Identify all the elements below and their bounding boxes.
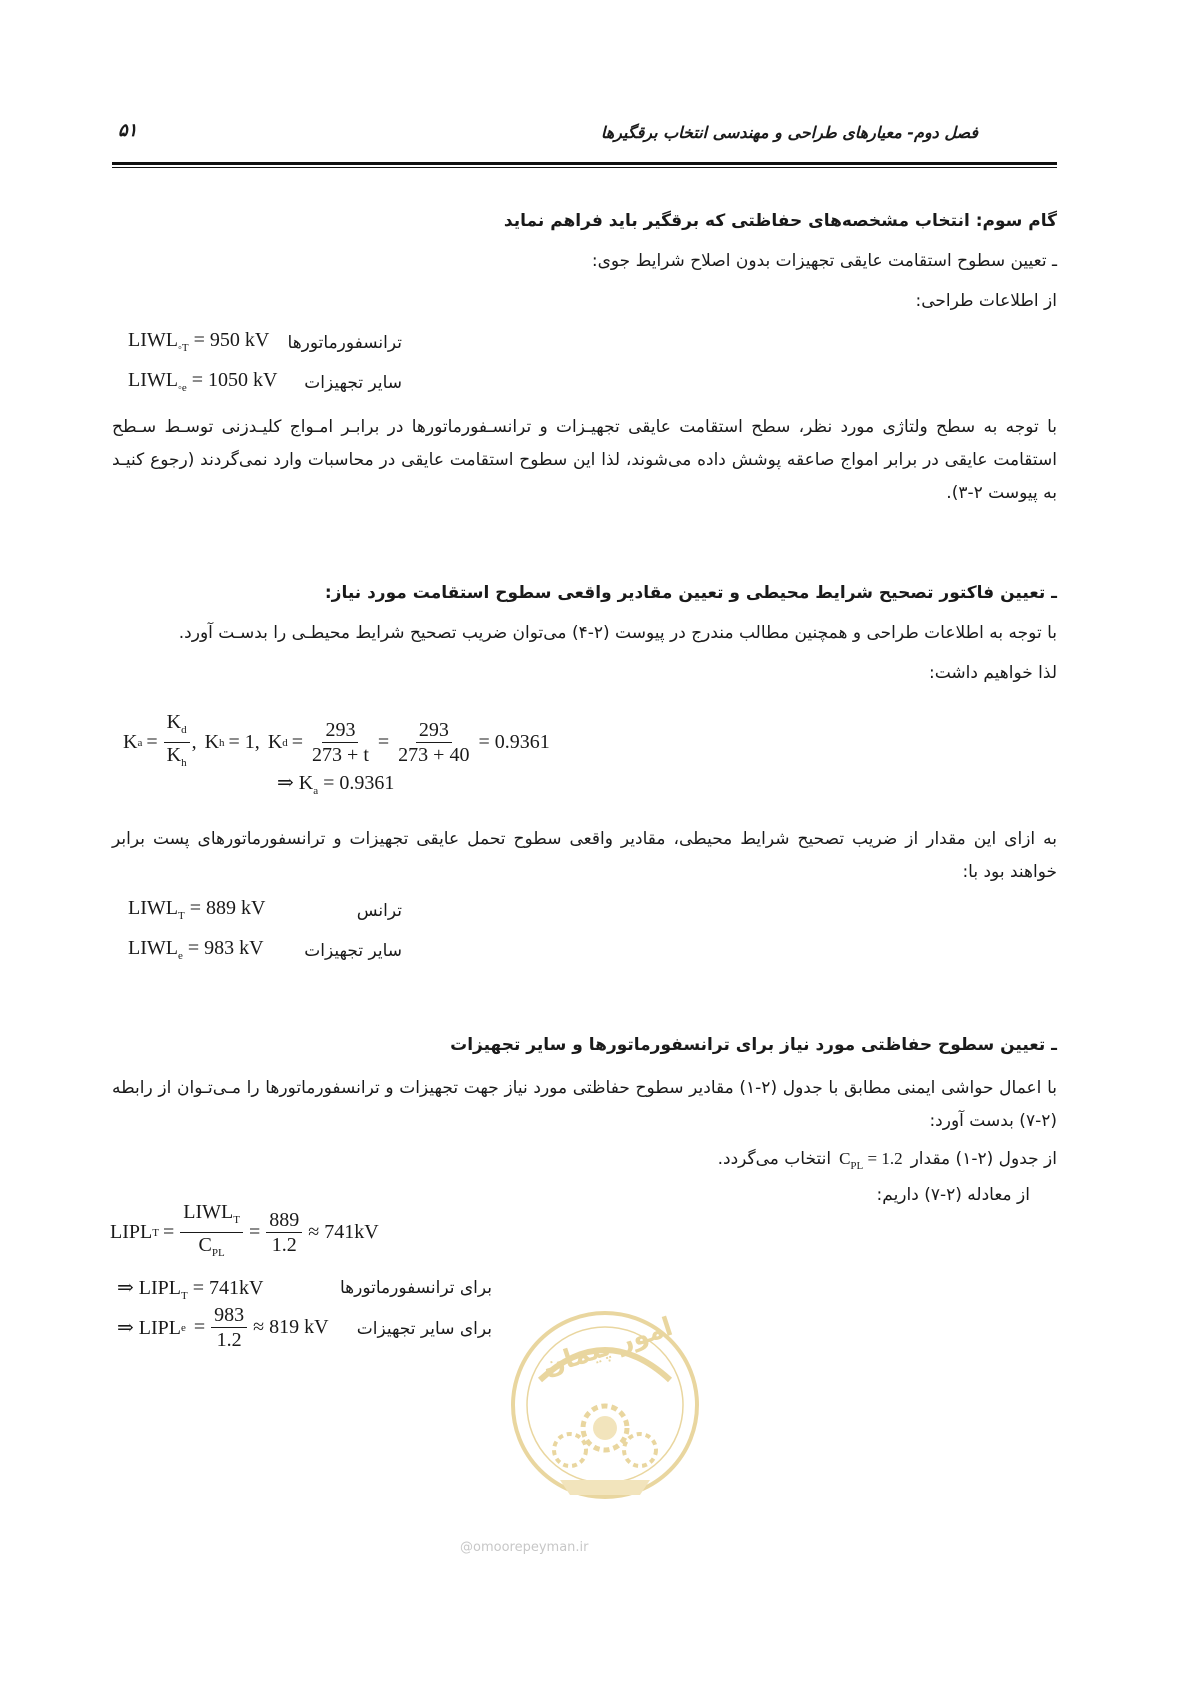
section2-paragraph: به ازای این مقدار از ضریب تصحیح شرایط محیطی، مقادیر واقعی سطوح تحمل عایقی تجهیزات و ترانسفورماتورهای پست برابر خواهند بود با: — [112, 829, 1057, 882]
section2-eq2: $LIWL_e = 983$ kV — [128, 937, 264, 962]
header-rule-thin — [112, 167, 1057, 168]
watermark-site: @omoorepeyman.ir — [460, 1540, 589, 1555]
step3-paragraph: با توجه به سطح ولتاژی مورد نظر، سطح استقامت عایقی تجهیـزات و ترانسـفورماتورها در برابـر امـواج کلیـدزنی توسـط سـطح استقامت عایقی در برابر امواج صاعقه پوشش داده می‌شوند، لذا این سطوح استقامت عایقی در محاسبات وارد نمی‌گردند (رجوع کنیـد به پیوست ۲-۳). — [112, 417, 1057, 503]
watermark-brand-text: امور پیمان — [538, 1311, 677, 1383]
equation-ref-line: از معادله (۲-۷) داریم: — [876, 1185, 1030, 1205]
fraction-983-over-1-2: $\frac{983}{1.2}$ — [211, 1303, 247, 1352]
section2-heading: ـ تعیین فاکتور تصحیح شرایط محیطی و تعیین مقادیر واقعی سطوح استقامت مورد نیاز: — [324, 583, 1057, 603]
ka-result: ⇒ $K_a = 0.9361$ — [277, 772, 395, 797]
step3-line1: ـ تعیین سطوح استقامت عایقی تجهیزات بدون اصلاح شرایط جوی: — [591, 251, 1057, 271]
step3-eq2: $LIWL_{◦e} = 1050$ kV — [128, 369, 278, 394]
kd-over-kh-fraction: $\frac{K_d}{K_h}$ — [164, 710, 190, 775]
fraction-293-over-313: $\frac{293}{273 + 40}$ — [398, 719, 470, 766]
fraction-293-over-273t: $\frac{293}{273 + t}$ — [312, 719, 369, 766]
page-number: ۵۱ — [118, 120, 138, 141]
section2-eq1-label: ترانس — [356, 901, 402, 921]
section2-eq2-label: سایر تجهیزات — [304, 941, 402, 961]
step3-eq2-label: سایر تجهیزات — [304, 373, 402, 393]
lipl-t-formula: LIPL T = $\frac{LIWL_T}{C_{PL}}$ = $\frac{889}{1.2}$ ≈ 741kV — [110, 1200, 379, 1265]
lipl-t-result: ⇒ $LIPL_T = 741kV$ — [117, 1277, 264, 1302]
step3-eq1: $LIWL_{◦T} = 950$ kV — [128, 329, 270, 354]
section2-eq1: $LIWL_T = 889$ kV — [128, 897, 266, 922]
cpl-line: از جدول (۲-۱) مقدار $C_{PL} = 1.2$ انتخاب می‌گردد. — [717, 1149, 1057, 1172]
ka-formula: K a = $\frac{K_d}{K_h}$ , K h = 1, K d = $\frac{293}{273 + t}$ = $\frac{293}{273 + 40}$ = 0.9361 — [123, 710, 550, 775]
section3-heading: ـ تعیین سطوح حفاظتی مورد نیاز برای ترانسفورماتورها و سایر تجهیزات — [450, 1035, 1057, 1055]
header-rule-thick — [112, 162, 1057, 165]
fraction-889-over-1-2: $\frac{889}{1.2}$ — [266, 1208, 302, 1257]
lipl-e-formula: ⇒ LIPL e = $\frac{983}{1.2}$ ≈ 819 kV — [117, 1304, 329, 1351]
chapter-header: فصل دوم- معیارهای طراحی و مهندسی انتخاب برقگیرها — [600, 123, 978, 142]
section2-line2: لذا خواهیم داشت: — [928, 663, 1057, 683]
step3-eq1-label: ترانسفورماتورها — [287, 333, 402, 353]
liwl-over-cpl-fraction: $\frac{LIWL_T}{C_{PL}}$ — [180, 1200, 243, 1265]
lipl-e-label: برای سایر تجهیزات — [356, 1319, 492, 1339]
watermark-logo — [460, 1300, 710, 1560]
section3-paragraph: با اعمال حواشی ایمنی مطابق با جدول (۲-۱) مقادیر سطوح حفاظتی مورد نیاز جهت تجهیزات و ترانسفورماتورها را مـی‌تـوان از رابطه (۲-۷) بدست آورد: — [112, 1078, 1057, 1131]
lipl-t-label: برای ترانسفورماتورها — [339, 1278, 492, 1298]
step3-heading: گام سوم: انتخاب مشخصه‌های حفاظتی که برقگیر باید فراهم نماید — [503, 211, 1057, 231]
section2-line1: با توجه به اطلاعات طراحی و همچنین مطالب مندرج در پیوست (۲-۴) می‌توان ضریب تصحیح شرایط محیطـی را بدسـت آورد. — [178, 623, 1057, 643]
step3-line2: از اطلاعات طراحی: — [915, 291, 1057, 311]
